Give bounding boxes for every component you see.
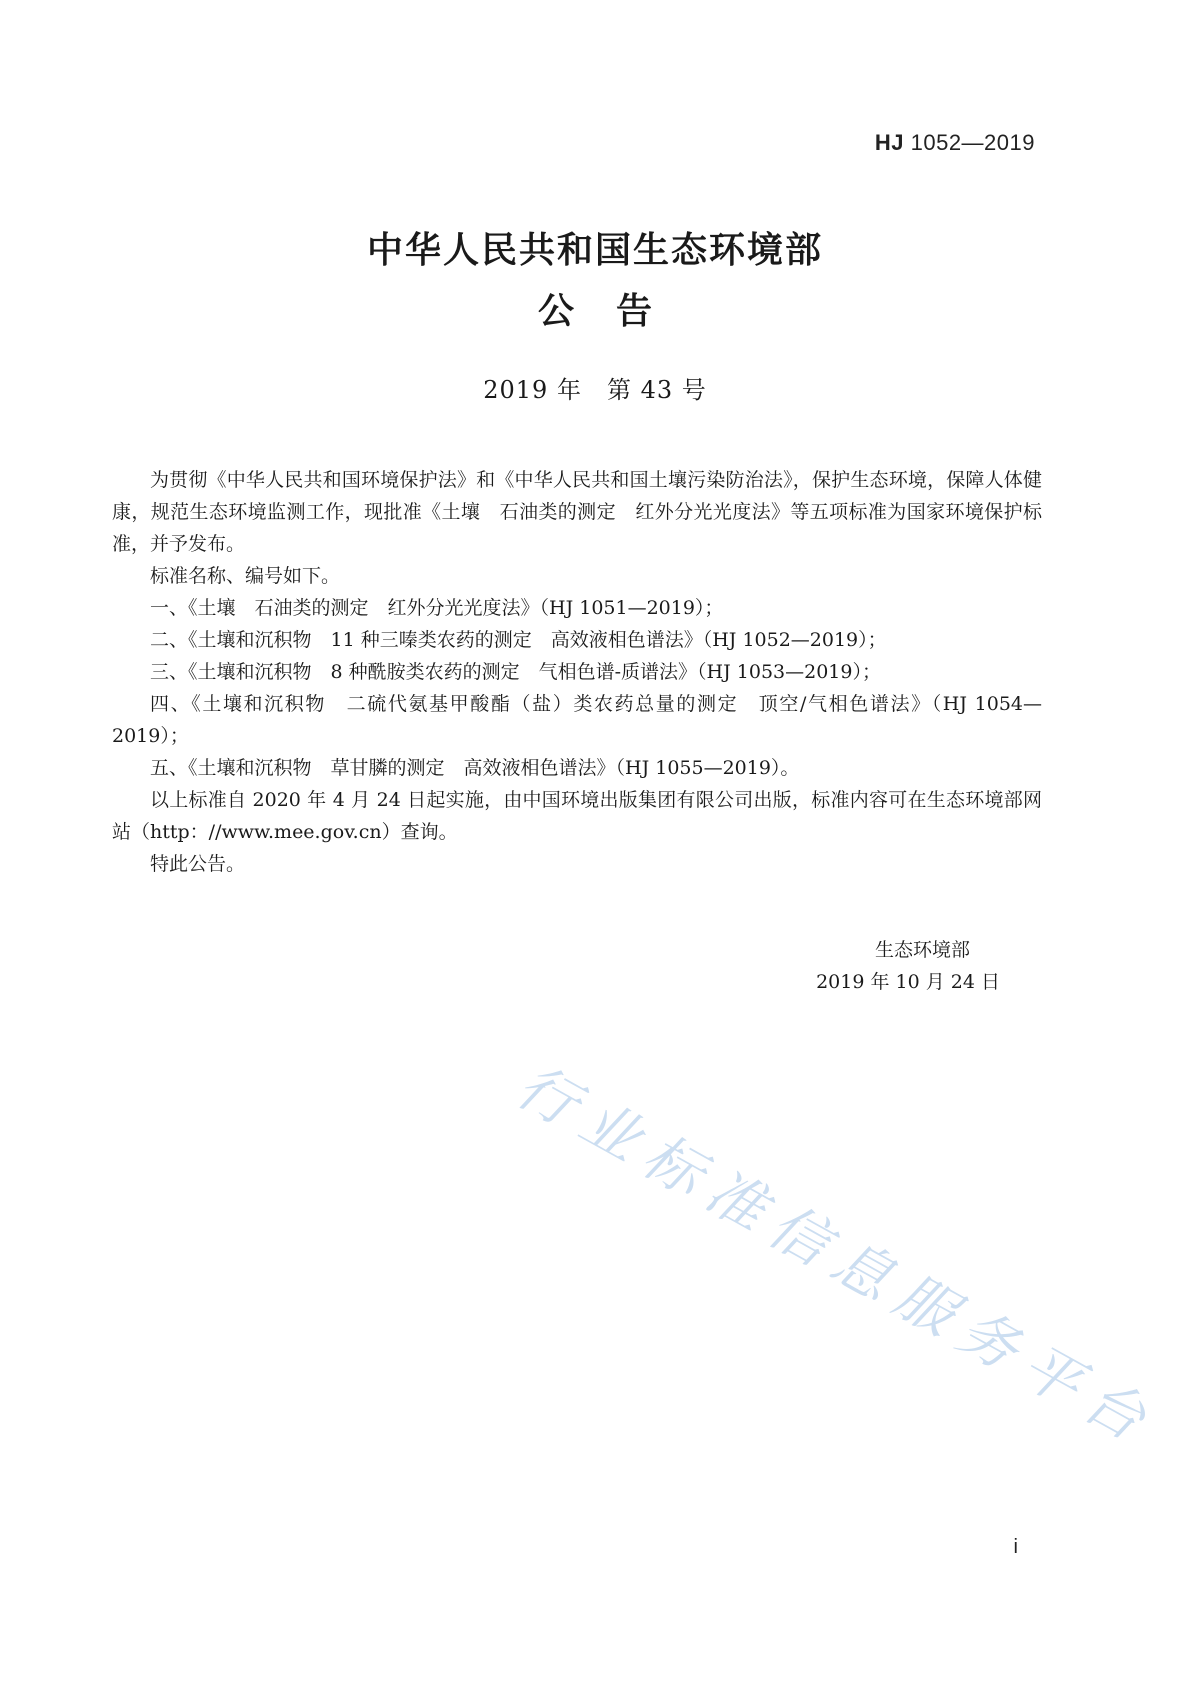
standard-code-prefix: HJ xyxy=(874,130,904,155)
intro-paragraph: 为贯彻《中华人民共和国环境保护法》和《中华人民共和国土壤污染防治法》，保护生态环境，保障人体健康，规范生态环境监测工作，现批准《土壤 石油类的测定 红外分光光度法》等五项标准为国家环境保护标准，并予发布。 xyxy=(112,469,1042,555)
ministry-title: 中华人民共和国生态环境部 xyxy=(366,230,823,271)
standard-code xyxy=(875,130,1035,156)
list-heading: 标准名称、编号如下。 xyxy=(150,565,341,587)
implementation-paragraph: 以上标准自 2020 年 4 月 24 日起实施，由中国环境出版集团有限公司出版，标准内容可在生态环境部网站（http：//www.mee.gov.cn）查询。 xyxy=(112,789,1042,843)
standard-item-3: 三、《土壤和沉积物 8 种酰胺类农药的测定 气相色谱-质谱法》（HJ 1053—2019）； xyxy=(150,661,881,683)
signature-org: 生态环境部 xyxy=(874,939,970,961)
standard-item-2: 二、《土壤和沉积物 11 种三嗪类农药的测定 高效液相色谱法》（HJ 1052—2019）； xyxy=(150,629,887,651)
page-number: i xyxy=(1013,1536,1018,1558)
signature-date: 2019 年 10 月 24 日 xyxy=(816,971,1000,993)
notice-body xyxy=(112,464,1042,880)
standard-item-4: 四、《土壤和沉积物 二硫代氨基甲酸酯（盐）类农药总量的测定 顶空/气相色谱法》（HJ 1054—2019）； xyxy=(112,693,1042,747)
watermark: 行业标准信息服务平台 xyxy=(505,1051,1169,1460)
notice-title: 公告 xyxy=(537,291,694,332)
standard-item-5: 五、《土壤和沉积物 草甘膦的测定 高效液相色谱法》（HJ 1055—2019）。 xyxy=(150,757,800,779)
notice-number: 2019 年 第 43 号 xyxy=(483,376,707,404)
closing-paragraph: 特此公告。 xyxy=(150,853,246,875)
signature-block xyxy=(760,934,1000,998)
standard-item-1: 一、《土壤 石油类的测定 红外分光光度法》（HJ 1051—2019）； xyxy=(150,597,724,619)
standard-code-number: 1052—2019 xyxy=(904,130,1035,155)
